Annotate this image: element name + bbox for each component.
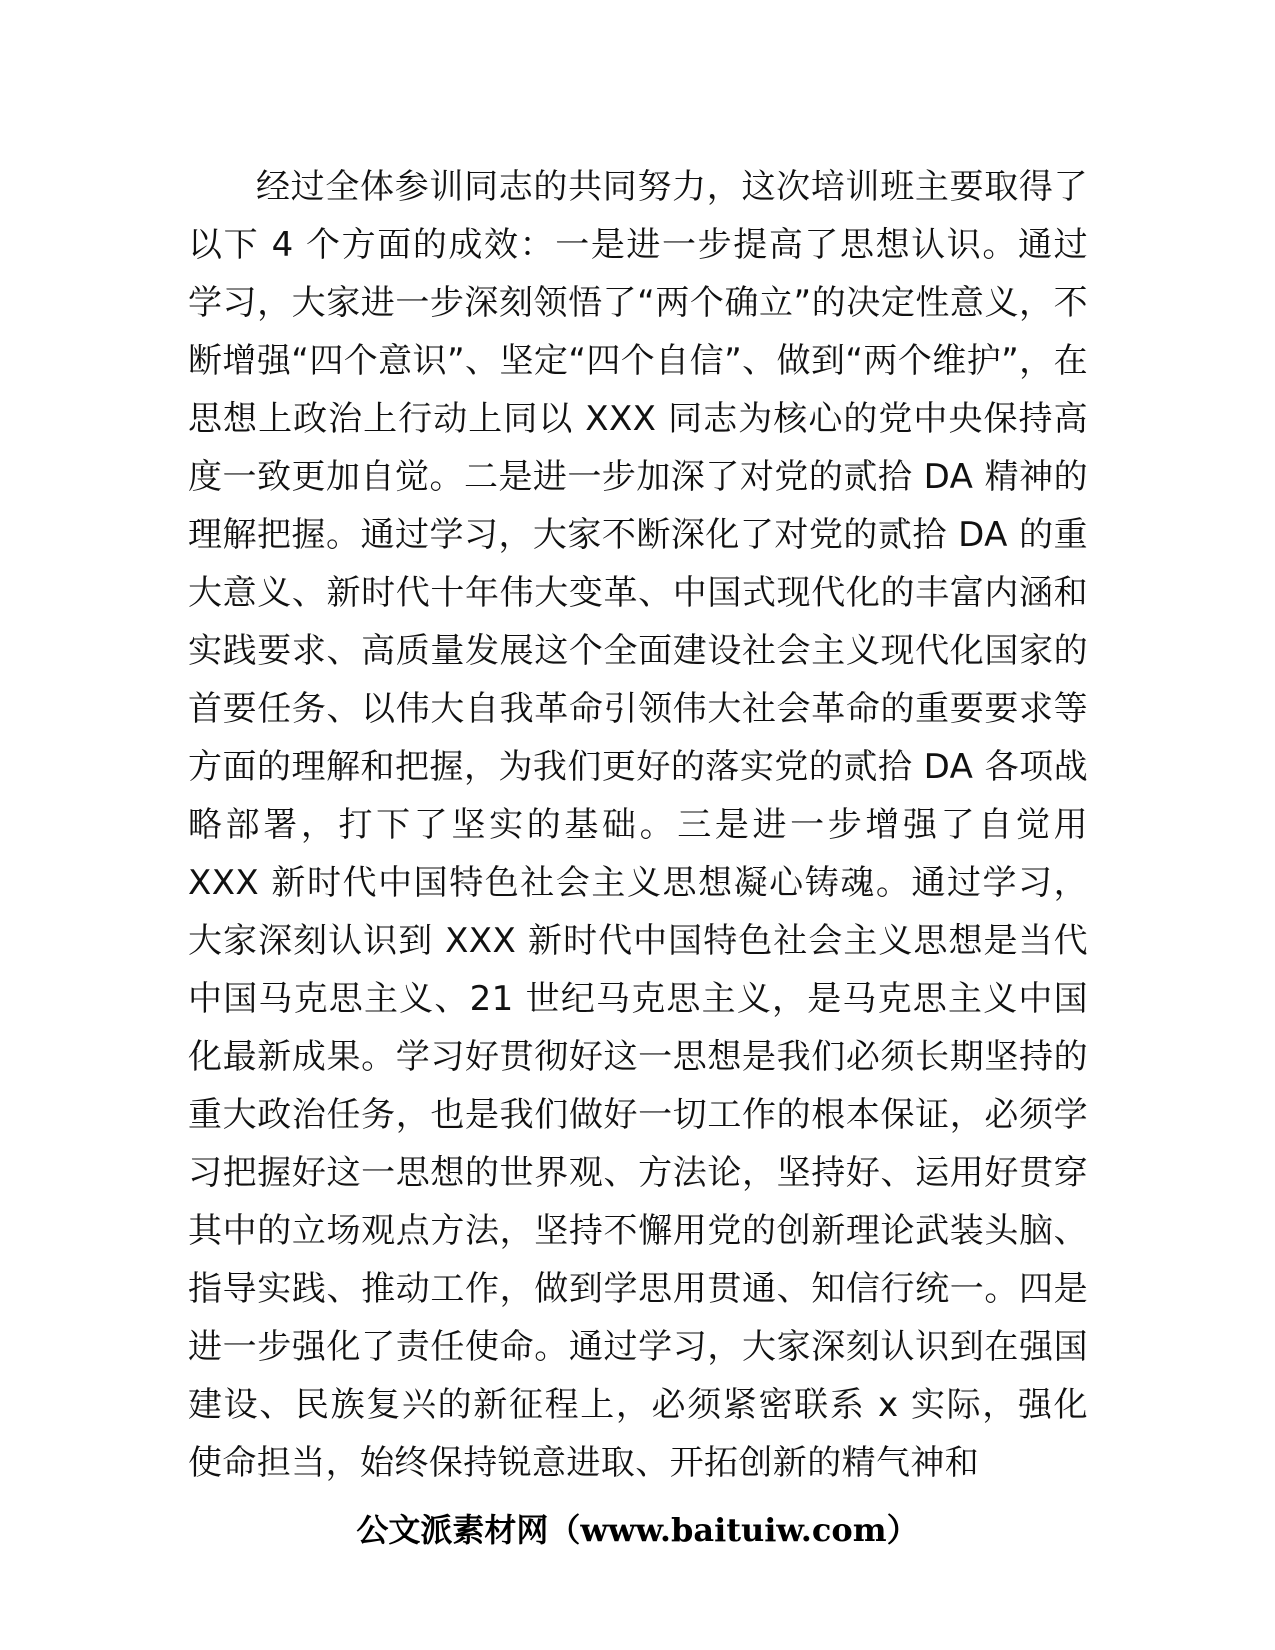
body-paragraph: 经过全体参训同志的共同努力，这次培训班主要取得了以下 4 个方面的成效：一是进一步提高了思想认识。通过学习，大家进一步深刻领悟了“两个确立”的决定性意义，不断增强“四个意识”、坚定“四个自信”、做到“两个维护”，在思想上政治上行动上同以 XXX 同志为核心的党中央保持高度一致更加自觉。二是进一步加深了对党的贰拾 DA 精神的理解把握。通过学习，大家不断深化了对党的贰拾 DA 的重大意义、新时代十年伟大变革、中国式现代化的丰富内涵和实践要求、高质量发展这个全面建设社会主义现代化国家的首要任务、以伟大自我革命引领伟大社会革命的重要要求等方面的理解和把握，为我们更好的落实党的贰拾 DA 各项战略部署，打下了坚实的基础。三是进一步增强了自觉用 XXX 新时代中国特色社会主义思想凝心铸魂。通过学习，大家深刻认识到 XXX 新时代中国特色社会主义思想是当代中国马克思主义、21 世纪马克思主义，是马克思主义中国化最新成果。学习好贯彻好这一思想是我们必须长期坚持的重大政治任务，也是我们做好一切工作的根本保证，必须学习把握好这一思想的世界观、方法论，坚持好、运用好贯穿其中的立场观点方法，坚持不懈用党的创新理论武装头脑、指导实践、推动工作，做到学思用贯通、知信行统一。四是进一步强化了责任使命。通过学习，大家深刻认识到在强国建设、民族复兴的新征程上，必须紧密联系 x 实际，强化使命担当，始终保持锐意进取、开拓创新的精气神和	[188, 167, 1088, 1483]
footer-watermark: 公文派素材网（www.baituiw.com）	[356, 1511, 919, 1549]
